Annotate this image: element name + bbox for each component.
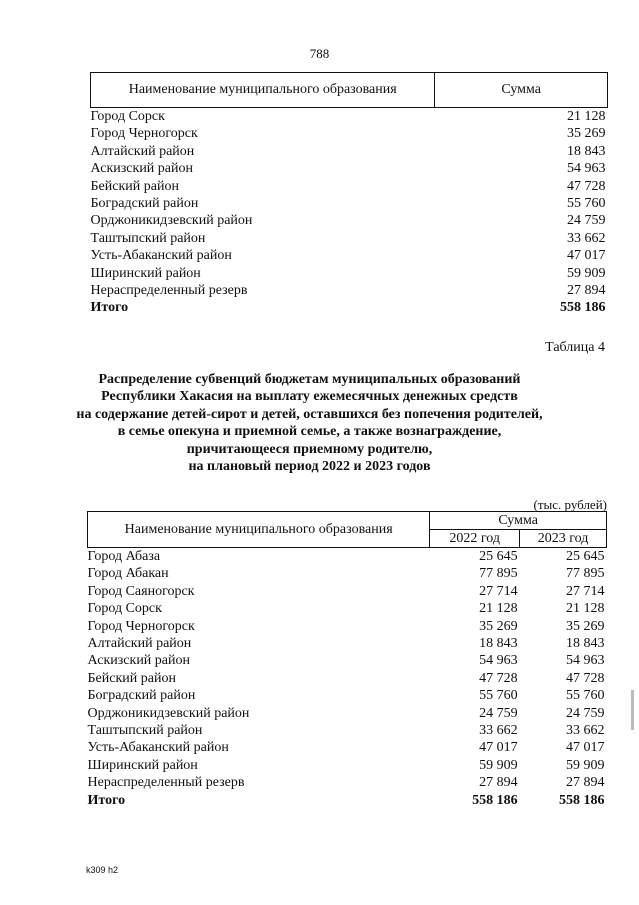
row-name: Усть-Абаканский район	[87, 740, 229, 756]
table-row	[88, 548, 607, 566]
row-name: Боградский район	[87, 688, 196, 704]
row-name: Город Черногорск	[87, 618, 195, 634]
row-value: 47 728	[567, 178, 606, 194]
row-name: Усть-Абаканский район	[90, 248, 232, 264]
row-name: Алтайский район	[90, 143, 195, 159]
row-value: 54 963	[567, 161, 606, 177]
title-line: в семье опекуна и приемной семье, а также вознаграждение,	[117, 424, 502, 440]
row-value-2022: 25 645	[479, 549, 518, 564]
row-value-2023: 27 714	[566, 583, 605, 599]
footer-code: k309 h2	[86, 865, 119, 875]
row-name: Бейский район	[90, 178, 179, 194]
row-name: Аскизский район	[90, 161, 193, 177]
row-name: Таштыпский район	[90, 230, 206, 246]
table-row	[88, 687, 607, 704]
row-name: Город Черногорск	[90, 126, 198, 142]
margin-mark	[631, 690, 634, 730]
table-row	[88, 652, 607, 669]
row-value-2022: 27 894	[479, 775, 518, 791]
row-name: Орджоникидзевский район	[90, 213, 253, 229]
table-2	[87, 511, 607, 809]
row-value-2023: 55 760	[566, 688, 605, 704]
table-2-header-year-2023: 2023 год	[520, 530, 607, 548]
table-row	[91, 247, 608, 264]
row-value-2022: 47 017	[479, 740, 518, 756]
title-line: Республики Хакасия на выплату ежемесячных денежных средств	[101, 389, 518, 405]
table-row	[88, 583, 607, 600]
row-name: Город Саяногорск	[87, 583, 195, 599]
row-value-2022: 21 128	[479, 601, 518, 617]
row-value-2023: 18 843	[566, 636, 605, 652]
row-value-2022: 35 269	[479, 618, 518, 634]
row-name: Алтайский район	[87, 636, 192, 652]
row-value-2022: 27 714	[479, 583, 518, 599]
table-2-header	[88, 512, 607, 530]
total-label: Итого	[90, 300, 129, 316]
row-value-2023: 21 128	[566, 601, 605, 617]
row-value-2023: 59 909	[566, 757, 605, 773]
row-value: 27 894	[567, 283, 606, 299]
row-value: 55 760	[567, 196, 606, 212]
row-value-2023: 33 662	[566, 723, 605, 739]
table-1-header-name: Наименование муниципального образования	[91, 73, 435, 108]
table-number: Таблица 4	[545, 340, 605, 355]
table-total-row	[91, 299, 608, 316]
units-label: (тыс. рублей)	[533, 497, 607, 512]
row-value-2022: 59 909	[479, 757, 518, 773]
table-row	[91, 230, 608, 247]
title-line: Распределение субвенций бюджетам муниципальных образований	[98, 372, 521, 387]
row-name: Ширинский район	[90, 265, 201, 281]
row-value-2023: 47 728	[566, 670, 605, 686]
table-row	[88, 705, 607, 722]
row-value-2022: 54 963	[479, 653, 518, 669]
row-value-2023: 77 895	[566, 566, 605, 582]
row-name: Боградский район	[90, 196, 199, 212]
table-row	[88, 774, 607, 791]
row-value-2023: 24 759	[566, 705, 605, 721]
total-label: Итого	[87, 792, 126, 808]
row-name: Город Абаза	[87, 549, 161, 564]
total-value-2022: 558 186	[472, 792, 518, 808]
table-row	[91, 108, 608, 126]
table-row	[88, 739, 607, 756]
row-name: Орджоникидзевский район	[87, 705, 250, 721]
row-value-2022: 33 662	[479, 723, 518, 739]
row-name: Город Сорск	[87, 601, 162, 617]
row-value-2022: 24 759	[479, 705, 518, 721]
table-row	[91, 265, 608, 282]
row-value: 33 662	[567, 230, 606, 246]
table-row	[88, 722, 607, 739]
row-value: 18 843	[567, 143, 606, 159]
table-row	[91, 282, 608, 299]
row-value-2023: 47 017	[566, 740, 605, 756]
table-1-header-sum: Сумма	[435, 73, 608, 108]
table-total-row	[88, 792, 607, 809]
table-row	[88, 565, 607, 582]
row-value-2023: 25 645	[566, 549, 605, 564]
row-value-2022: 77 895	[479, 566, 518, 582]
table-row	[88, 757, 607, 774]
table-row	[91, 143, 608, 160]
row-value: 35 269	[567, 126, 606, 142]
row-value-2023: 35 269	[566, 618, 605, 634]
row-value-2022: 55 760	[479, 688, 518, 704]
row-value-2023: 54 963	[566, 653, 605, 669]
table-row	[91, 178, 608, 195]
table-2-header-year-2022: 2022 год	[430, 530, 520, 548]
row-value-2022: 18 843	[479, 636, 518, 652]
row-name: Город Сорск	[90, 109, 165, 124]
row-value-2023: 27 894	[566, 775, 605, 791]
table-2-header-sum: Сумма	[430, 512, 607, 530]
total-value-2023: 558 186	[559, 792, 605, 808]
table-row	[91, 195, 608, 212]
table-row	[88, 670, 607, 687]
row-value-2022: 47 728	[479, 670, 518, 686]
table-row	[88, 635, 607, 652]
title-line: на плановый период 2022 и 2023 годов	[188, 459, 431, 475]
row-name: Таштыпский район	[87, 723, 203, 739]
row-name: Нераспределенный резерв	[87, 775, 245, 791]
row-name: Ширинский район	[87, 757, 198, 773]
row-name: Нераспределенный резерв	[90, 283, 248, 299]
row-name: Город Абакан	[87, 566, 169, 582]
row-value: 47 017	[567, 248, 606, 264]
table-row	[91, 125, 608, 142]
table-1-header	[91, 73, 608, 108]
table-row	[91, 160, 608, 177]
total-value: 558 186	[560, 300, 606, 316]
table-1	[90, 72, 608, 317]
row-value: 21 128	[567, 109, 606, 124]
title-line: причитающееся приемному родителю,	[186, 441, 433, 457]
table-row	[88, 600, 607, 617]
table-row	[88, 618, 607, 635]
table-row	[91, 212, 608, 229]
table-2-header-name: Наименование муниципального образования	[88, 512, 430, 548]
table-title	[0, 371, 629, 475]
row-value: 24 759	[567, 213, 606, 229]
page-number: 788	[309, 46, 330, 61]
row-name: Бейский район	[87, 670, 176, 686]
row-value: 59 909	[567, 265, 606, 281]
row-name: Аскизский район	[87, 653, 190, 669]
title-line: на содержание детей-сирот и детей, оставшихся без попечения родителей,	[76, 406, 543, 422]
